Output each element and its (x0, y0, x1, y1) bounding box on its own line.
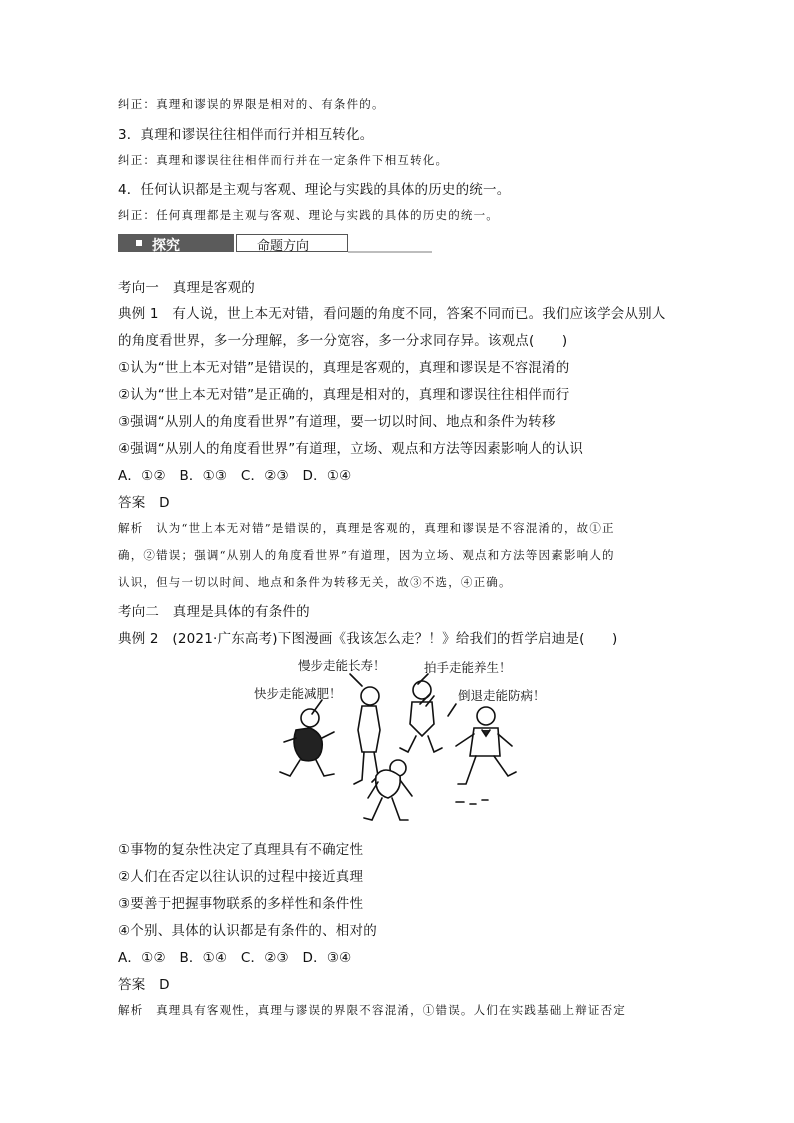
clapping-walker-figure (400, 681, 442, 752)
topic1-option-2: ②认为“世上本无对错”是正确的，真理是相对的，真理和谬误往往相伴而行 (118, 387, 570, 403)
square-bullet-icon (136, 240, 142, 246)
topic1-explanation-2: 确，②错误；强调“从别人的角度看世界”有道理，因为立场、观点和方法等因素影响人的 (118, 548, 615, 562)
topic1-explanation-3: 认识，但与一切以时间、地点和条件为转移无关，故③不选，④正确。 (118, 575, 512, 589)
bubble-slow-walk: 慢步走能长寿！ (298, 658, 386, 673)
bubble-clap-walk: 拍手走能养生！ (424, 660, 512, 675)
topic2-option-4: ④个别、具体的认识都是有条件的、相对的 (118, 923, 377, 939)
topic1-answer: 答案 D (118, 495, 170, 511)
topic2-question-line1: 典例 2 (2021·广东高考)下图漫画《我该怎么走？！》给我们的哲学启迪是( ) (118, 631, 618, 647)
cartoon-figures (250, 652, 550, 828)
section-tag-label: 探究 (152, 238, 180, 254)
topic1-question-line1: 典例 1 有人说，世上本无对错，看问题的角度不同，答案不同而已。我们应该学会从别人 (118, 306, 666, 322)
correction-1: 纠正：真理和谬误的界限是相对的、有条件的。 (118, 97, 385, 111)
bending-figure (364, 760, 412, 820)
topic1-explanation-1: 解析 认为“世上本无对错”是错误的，真理是客观的，真理和谬误是不容混淆的，故①正 (118, 521, 615, 535)
section-subtitle: 命题方向 (257, 239, 310, 254)
topic1-question-line2: 的角度看世界，多一分理解，多一分宽容，多一分求同存异。该观点( ) (118, 333, 568, 349)
topic2-option-2: ②人们在否定以往认识的过程中接近真理 (118, 869, 364, 885)
topic2-title: 考向二 真理是具体的有条件的 (118, 604, 310, 620)
fast-walker-figure (280, 709, 334, 776)
correction-3: 纠正：真理和谬误往往相伴而行并在一定条件下相互转化。 (118, 153, 449, 167)
section-header (118, 232, 432, 254)
bubble-fast-walk: 快步走能减肥！ (254, 686, 342, 701)
topic2-answer: 答案 D (118, 977, 170, 993)
slow-walker-figure (354, 687, 380, 784)
topic1-option-4: ④强调“从别人的角度看世界”有道理，立场、观点和方法等因素影响人的认识 (118, 441, 584, 457)
backward-walker-figure (456, 707, 516, 784)
point-3: 3．真理和谬误往往相伴而行并相互转化。 (118, 127, 374, 143)
cartoon (250, 652, 550, 828)
correction-4: 纠正：任何真理都是主观与客观、理论与实践的具体的历史的统一。 (118, 208, 499, 222)
topic1-choices: A．①② B．①③ C．②③ D．①④ (118, 468, 352, 484)
section-rule (348, 251, 432, 253)
topic2-explanation-1: 解析 真理具有客观性，真理与谬误的界限不容混淆，①错误。人们在实践基础上辩证否定 (118, 1003, 626, 1017)
topic1-title: 考向一 真理是客观的 (118, 280, 255, 296)
topic2-option-3: ③要善于把握事物联系的多样性和条件性 (118, 896, 364, 912)
topic1-option-1: ①认为“世上本无对错”是错误的，真理是客观的，真理和谬误是不容混淆的 (118, 360, 570, 376)
section-tag (118, 234, 234, 252)
section-subtitle-box (236, 234, 348, 252)
topic1-option-3: ③强调“从别人的角度看世界”有道理，要一切以时间、地点和条件为转移 (118, 414, 556, 430)
topic2-option-1: ①事物的复杂性决定了真理具有不确定性 (118, 842, 364, 858)
bubble-backward-walk: 倒退走能防病！ (458, 688, 546, 703)
point-4: 4．任何认识都是主观与客观、理论与实践的具体的历史的统一。 (118, 182, 511, 198)
topic2-choices: A．①② B．①④ C．②③ D．③④ (118, 950, 352, 966)
